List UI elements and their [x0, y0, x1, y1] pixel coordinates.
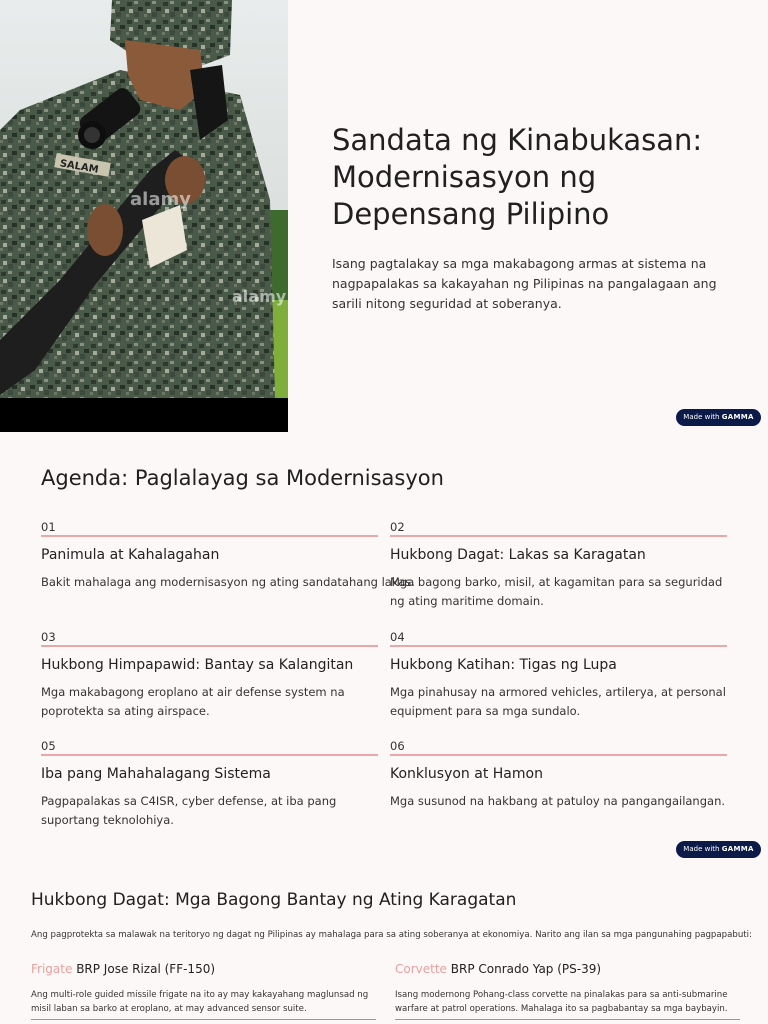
agenda-heading: Hukbong Dagat: Lakas sa Karagatan: [390, 547, 646, 563]
ship-name: BRP Conrado Yap (PS-39): [450, 962, 602, 976]
ship-name: BRP Jose Rizal (FF-150): [76, 962, 216, 976]
navy-intro: Ang pagprotekta sa malawak na teritoryo ng dagat ng Pilipinas ay mahalaga para sa ating soberanya at ekonomiya. Narito ang ilan sa mga pangunahing pagpapabuti:: [31, 930, 752, 940]
badge-prefix: Made with: [683, 845, 720, 853]
agenda-item: [41, 630, 378, 720]
agenda-heading: Konklusyon at Hamon: [390, 766, 543, 782]
soldier-image: [0, 0, 288, 432]
slide-title: Sandata ng Kinabukasan: Modernisasyon ng Depensang Pilipino: [332, 123, 703, 231]
soldier-photo: [0, 0, 288, 432]
nametape-text: SALAM: [58, 158, 100, 176]
agenda-description: Bakit mahalaga ang modernisasyon ng ating sandatahang lakas.: [41, 575, 415, 589]
agenda-heading: Iba pang Mahahalagang Sistema: [41, 766, 271, 782]
agenda-heading: Hukbong Katihan: Tigas ng Lupa: [390, 657, 617, 673]
agenda-title: Agenda: Paglalayag sa Modernisasyon: [41, 466, 444, 490]
ship-heading: [31, 961, 376, 977]
made-with-gamma-badge[interactable]: [676, 409, 761, 426]
agenda-item: [390, 520, 727, 610]
ship-card: [31, 961, 376, 1020]
agenda-item: [390, 739, 727, 811]
ship-description: Ang multi-role guided missile frigate na ito ay may kakayahang maglunsad ng misil laban sa barko at eroplano, at may advanced sensor suite.: [31, 990, 369, 1014]
slide-subtitle: Isang pagtalakay sa mga makabagong armas at sistema na nagpapalakas sa kakayahan ng Pilipinas na pangalagaan ang sarili nitong seguridad at soberanya.: [332, 256, 717, 311]
agenda-number: 03: [41, 630, 378, 647]
badge-prefix: Made with: [683, 413, 720, 421]
ship-type: Corvette: [395, 962, 447, 976]
agenda-description: Mga pinahusay na armored vehicles, artilerya, at personal equipment para sa mga sundalo.: [390, 685, 726, 718]
navy-slide-title: Hukbong Dagat: Mga Bagong Bantay ng Ating Karagatan: [31, 890, 517, 910]
agenda-heading: Panimula at Kahalagahan: [41, 547, 220, 563]
agenda-number: 05: [41, 739, 378, 756]
agenda-description: Mga susunod na hakbang at patuloy na pangangailangan.: [390, 794, 726, 808]
ship-heading: [395, 961, 740, 977]
agenda-number: 04: [390, 630, 727, 647]
agenda-number: 02: [390, 520, 727, 537]
gamma-logo: GAMMA: [721, 413, 754, 421]
photo-watermark: alamy: [130, 189, 191, 210]
ship-card: [395, 961, 740, 1020]
agenda-number: 06: [390, 739, 727, 756]
gamma-logo: GAMMA: [721, 845, 754, 853]
agenda-item: [390, 630, 727, 720]
agenda-slide: [0, 432, 768, 864]
made-with-gamma-badge[interactable]: [676, 841, 761, 858]
agenda-description: Pagpapalakas sa C4ISR, cyber defense, at iba pang suportang teknolohiya.: [41, 794, 337, 827]
agenda-description: Mga bagong barko, misil, at kagamitan para sa seguridad ng ating maritime domain.: [390, 575, 723, 608]
navy-slide: [0, 864, 768, 1024]
ship-description: Isang modernong Pohang-class corvette na pinalakas para sa anti-submarine warfare at patrol operations. Mahalaga ito sa pagbabantay sa mga baybayin.: [395, 990, 728, 1014]
divider: [395, 1019, 740, 1020]
divider: [31, 1019, 376, 1020]
agenda-heading: Hukbong Himpapawid: Bantay sa Kalangitan: [41, 657, 354, 673]
agenda-item: [41, 739, 378, 829]
photo-watermark: alamy: [232, 287, 287, 306]
agenda-number: 01: [41, 520, 378, 537]
ship-type: Frigate: [31, 962, 73, 976]
title-slide: [0, 0, 768, 432]
agenda-description: Mga makabagong eroplano at air defense system na poprotekta sa ating airspace.: [41, 685, 345, 718]
